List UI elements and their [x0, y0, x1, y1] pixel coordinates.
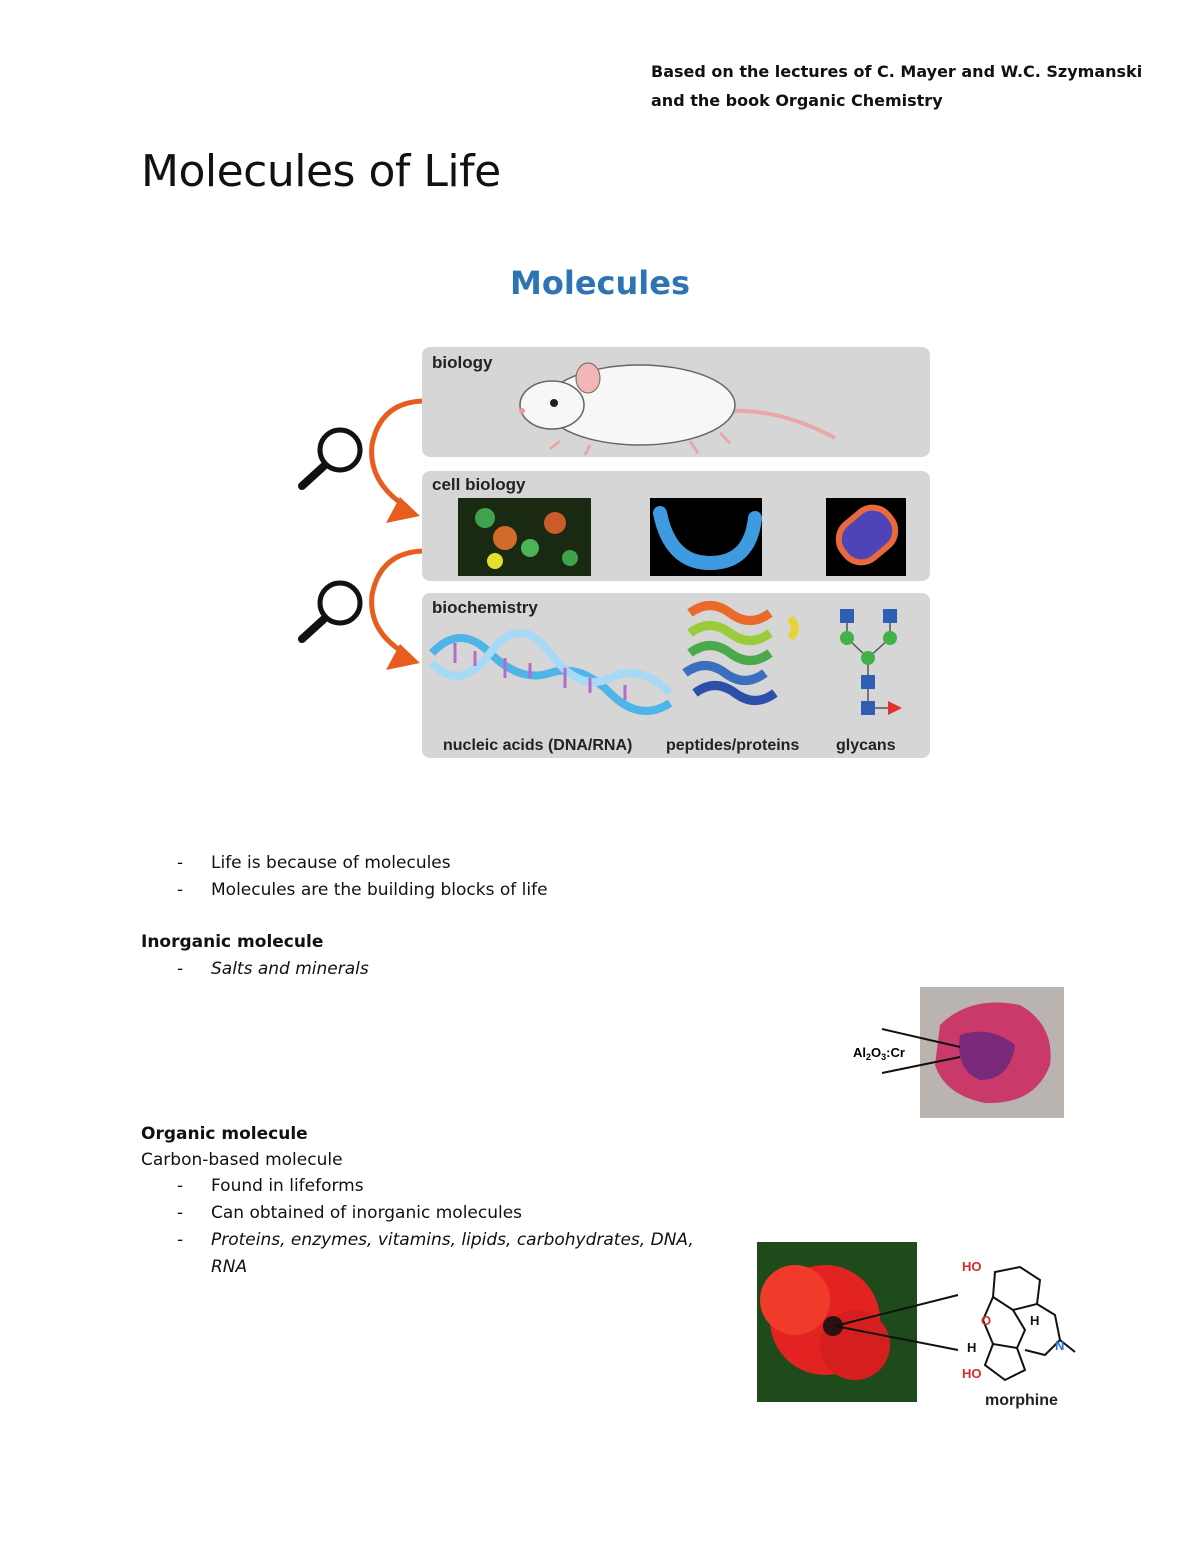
morphine-structure	[983, 1267, 1075, 1380]
zoom-arrow-1	[372, 401, 422, 508]
ruby-figure	[850, 985, 1066, 1120]
molecule-name: morphine	[985, 1392, 1058, 1409]
organic-section	[141, 1121, 761, 1281]
magnifier-icon	[302, 583, 360, 639]
list-item: - Molecules are the building blocks of life	[141, 877, 841, 904]
list-item	[141, 1227, 761, 1281]
poppy-morphine-figure	[755, 1240, 1085, 1415]
list-item: - Can obtained of inorganic molecules	[141, 1200, 761, 1227]
poppy-morphine-illustration	[755, 1240, 1085, 1415]
list-item: - Found in lifeforms	[141, 1173, 761, 1200]
list-item: - Life is because of molecules	[141, 850, 841, 877]
list-item: - Salts and minerals	[141, 956, 841, 983]
organic-list	[141, 1173, 761, 1281]
ruby-illustration	[850, 985, 1066, 1120]
credit-line-1: Based on the lectures of C. Mayer and W.C. Szymanski	[651, 62, 1143, 81]
biology-label: biology	[432, 353, 493, 372]
atom-h-right: H	[1030, 1313, 1040, 1328]
page-title: Molecules of Life	[141, 146, 501, 197]
inorganic-heading: Inorganic molecule	[141, 932, 324, 952]
atom-h-left: H	[967, 1340, 977, 1355]
cell-biology-label: cell biology	[432, 475, 526, 494]
biochemistry-label: biochemistry	[432, 598, 538, 617]
list-item-line: Proteins, enzymes, vitamins, lipids, carbohydrates, DNA,	[211, 1230, 694, 1250]
molecules-diagram	[290, 333, 935, 763]
inorganic-list	[141, 956, 841, 983]
inorganic-section	[141, 929, 841, 983]
credit-note	[651, 57, 1171, 115]
caption-peptides: peptides/proteins	[666, 737, 800, 754]
caption-nucleic-acids: nucleic acids (DNA/RNA)	[443, 737, 633, 754]
atom-n: N	[1055, 1338, 1065, 1353]
caption-glycans: glycans	[836, 737, 896, 754]
atom-o: O	[981, 1313, 992, 1328]
credit-line-2: and the book Organic Chemistry	[651, 91, 943, 110]
ruby-formula: $Al_2O_3:Cr$	[853, 1045, 905, 1062]
atom-ho-bottom: HO	[962, 1366, 982, 1381]
atom-ho-top: HO	[962, 1259, 982, 1274]
organic-heading: Organic molecule	[141, 1124, 308, 1144]
zoom-arrow-2	[372, 551, 422, 655]
intro-list	[141, 850, 841, 904]
list-item-line: RNA	[211, 1257, 248, 1277]
magnifier-icon	[302, 430, 360, 486]
organic-definition: Carbon-based molecule	[141, 1150, 343, 1170]
molecules-figure	[290, 333, 935, 763]
intro-section	[141, 850, 841, 904]
section-subtitle: Molecules	[510, 264, 690, 302]
